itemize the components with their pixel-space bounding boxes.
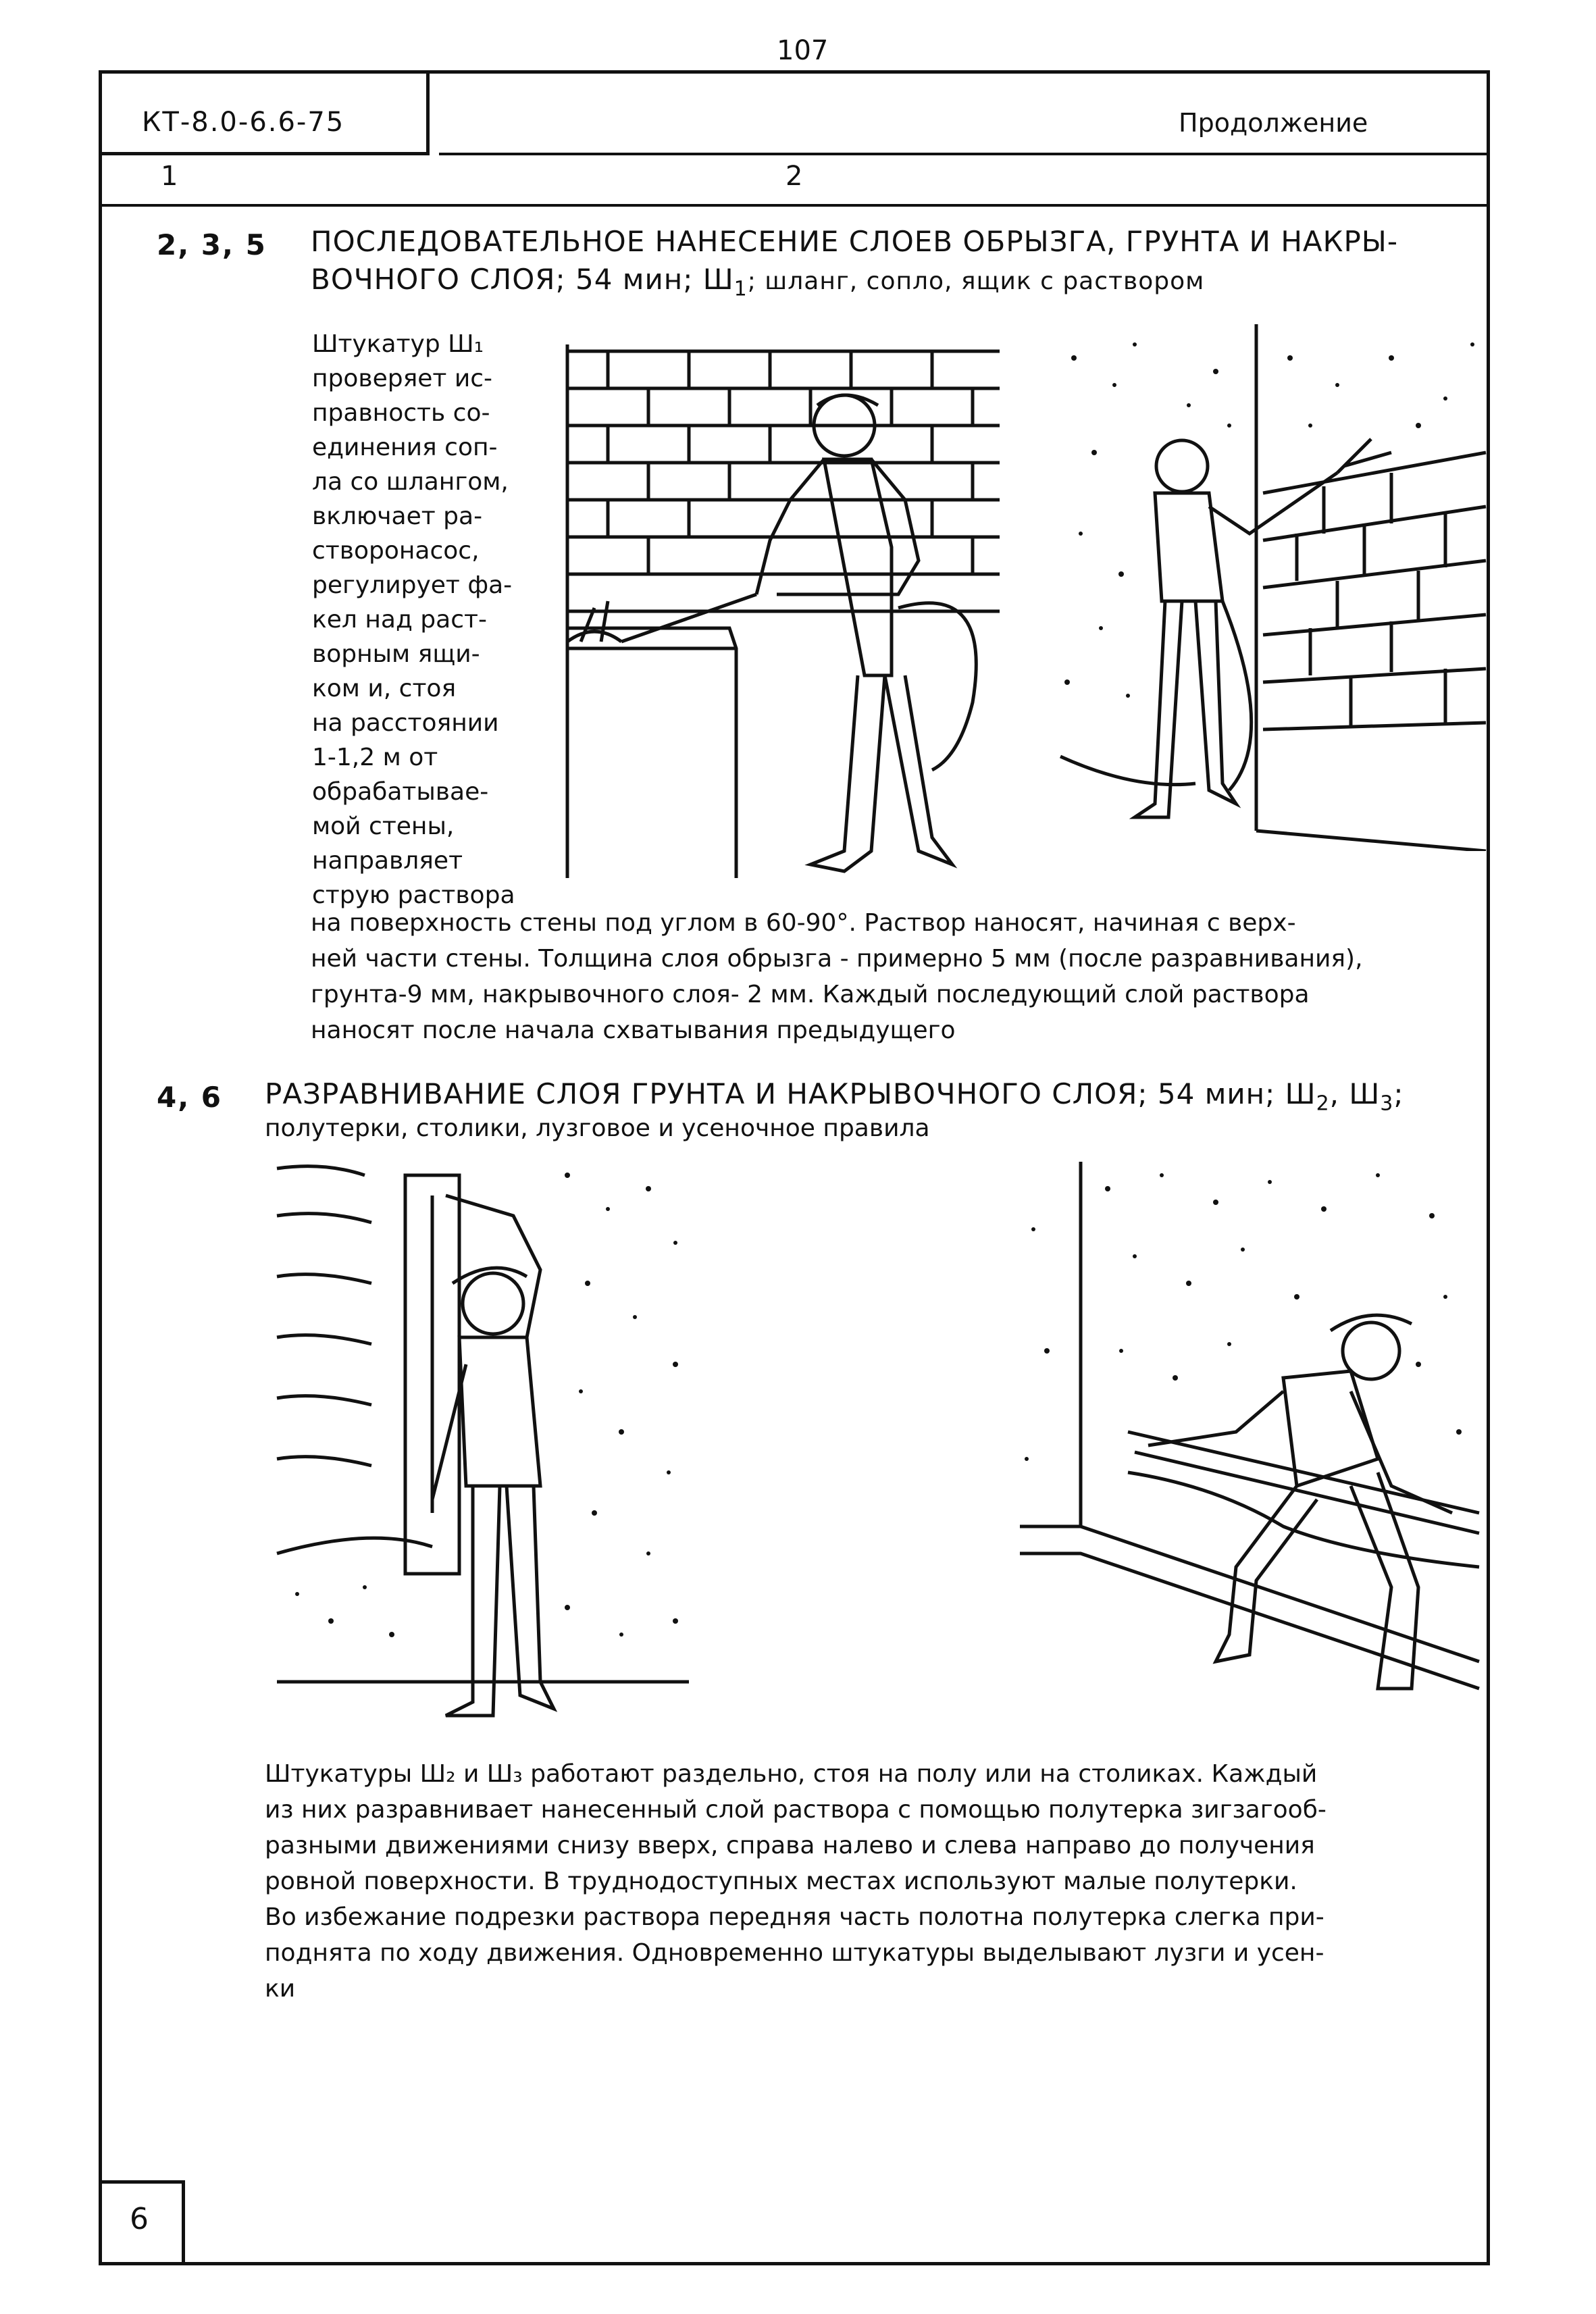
section2-steps: 4, 6	[157, 1081, 223, 1114]
section1-body: на поверхность стены под углом в 60-90°. Раствор наносят, начиная с верх- ней части стены. Толщина слоя обрызга - примерно 5 мм (после разравнивания), грунта-9 мм, накрывочного слоя- 2 мм. Каждый последующий слой раствора наносят после начала схватывания предыдущего	[311, 909, 1363, 1044]
continuation-label: Продолжение	[1179, 108, 1368, 138]
document-code: КТ-8.0-6.6-75	[142, 107, 345, 138]
column-number-2: 2	[786, 161, 803, 192]
sheet-number: 6	[130, 2202, 149, 2236]
illustration-worker-spraying-wall	[1054, 317, 1493, 851]
section1-steps: 2, 3, 5	[157, 228, 267, 261]
column-header-divider	[99, 204, 1490, 207]
header-divider	[439, 153, 1490, 155]
section1-title-line2: ВОЧНОГО СЛОЯ; 54 мин; $Ш_1$; шланг, сопло, ящик с раствором	[311, 263, 1205, 301]
section2-body: Штукатуры Ш₂ и Ш₃ работают раздельно, стоя на полу или на столиках. Каждый из них разравнивает нанесенный слой раствора с помощью полутерка зигзагооб- разными движениями снизу вверх, справа налево и слева направо до получения ровной поверхности. В труднодоступных местах используют малые полутерки. Во избежание подрезки раствора передняя часть полотна полутерка слегка при- поднята по ходу движения. Одновременно штукатуры выделывают лузги и усен- ки	[265, 1760, 1327, 2003]
section2-title: РАЗРАВНИВАНИЕ СЛОЯ ГРУНТА И НАКРЫВОЧНОГО СЛОЯ; 54 мин; $Ш_2$, $Ш_3$;	[265, 1077, 1404, 1116]
page-number: 107	[777, 35, 829, 66]
section1-side-text: Штукатур Ш₁ проверяет ис- правность со- единения соп- ла со шлангом, включает ра- створонасос, регулирует фа- кел над раст- ворным ящи- ком и, стоя на расстоянии 1-1,2 м от обрабатывае- мой стены, направляет струю раствора	[312, 330, 515, 909]
column-number-1: 1	[161, 161, 178, 192]
illustration-worker-at-mortar-box	[554, 324, 1013, 885]
section2-tools: полутерки, столики, лузговое и усеночное правила	[265, 1114, 930, 1142]
illustration-worker-leveling-wall	[270, 1148, 702, 1743]
section1-title-line1: ПОСЛЕДОВАТЕЛЬНОЕ НАНЕСЕНИЕ СЛОЕВ ОБРЫЗГА, ГРУНТА И НАКРЫ-	[311, 225, 1398, 258]
illustration-worker-leveling-corner	[1013, 1148, 1486, 1743]
